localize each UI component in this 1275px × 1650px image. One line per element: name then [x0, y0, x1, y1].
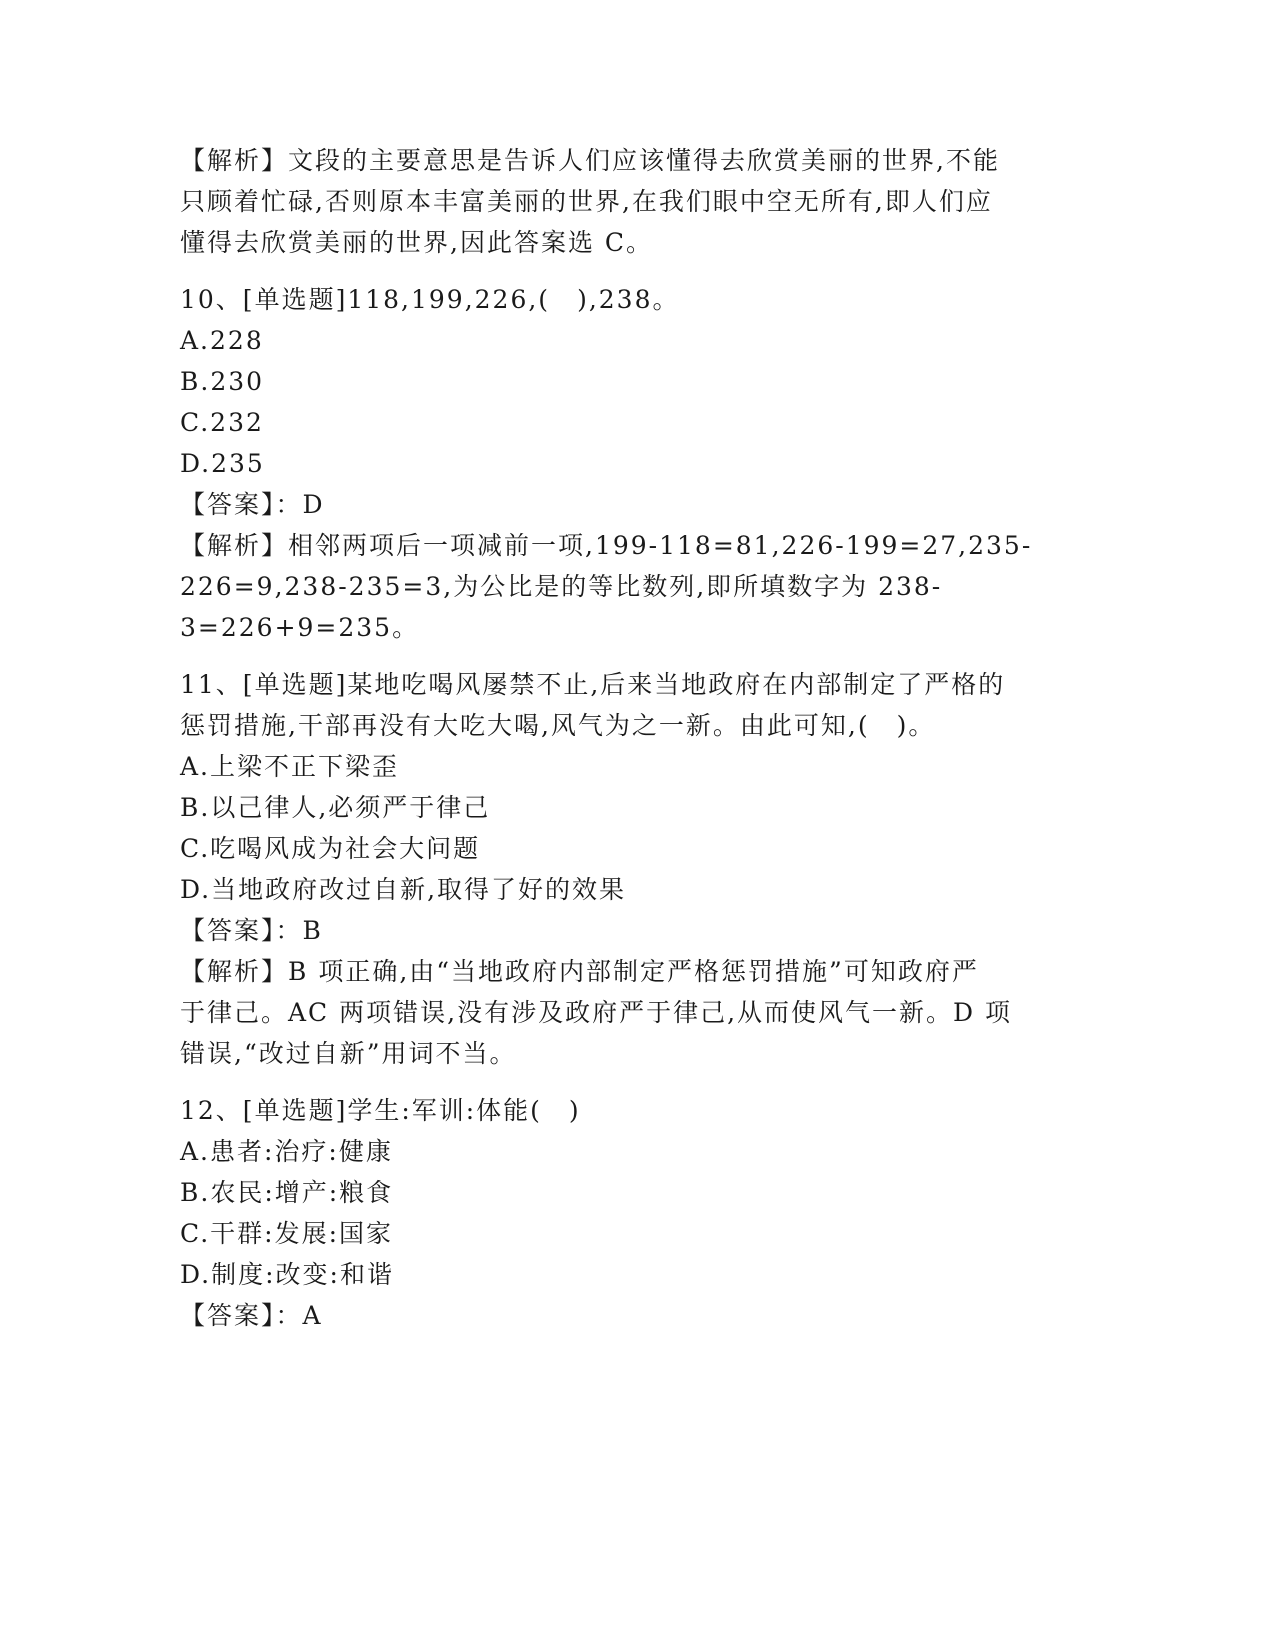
- analysis-line: 懂得去欣赏美丽的世界,因此答案选 C。: [180, 228, 654, 257]
- document-page: [180, 140, 1060, 1336]
- option-c: C.232: [180, 408, 264, 437]
- analysis-line: 【解析】文段的主要意思是告诉人们应该懂得去欣赏美丽的世界,不能: [180, 146, 1000, 175]
- option-a: A.患者:治疗:健康: [180, 1137, 393, 1166]
- analysis-line: 只顾着忙碌,否则原本丰富美丽的世界,在我们眼中空无所有,即人们应: [180, 187, 993, 216]
- question-stem: 惩罚措施,干部再没有大吃大喝,风气为之一新。由此可知,( )。: [180, 711, 936, 740]
- analysis-line: 3=226+9=235。: [180, 613, 420, 642]
- option-c: C.干群:发展:国家: [180, 1219, 394, 1248]
- option-d: D.当地政府改过自新,取得了好的效果: [180, 875, 627, 904]
- option-b: B.农民:增产:粮食: [180, 1178, 394, 1207]
- option-b: B.以己律人,必须严于律己: [180, 793, 491, 822]
- spacer: [180, 263, 1060, 279]
- option-a: A.228: [180, 326, 264, 355]
- analysis-line: 226=9,238-235=3,为公比是的等比数列,即所填数字为 238-: [180, 572, 943, 601]
- analysis-line: 【解析】相邻两项后一项减前一项,199-118=81,226-199=27,235-: [180, 531, 1033, 560]
- question-stem: 11、[单选题]某地吃喝风屡禁不止,后来当地政府在内部制定了严格的: [180, 670, 1006, 699]
- option-b: B.230: [180, 367, 265, 396]
- question-stem: 10、[单选题]118,199,226,( ),238。: [180, 285, 680, 314]
- option-d: D.制度:改变:和谐: [180, 1260, 394, 1289]
- analysis-block-q9: [180, 140, 1060, 263]
- analysis-line: 于律己。AC 两项错误,没有涉及政府严于律己,从而使风气一新。D 项: [180, 998, 1013, 1027]
- analysis-line: 错误,“改过自新”用词不当。: [180, 1039, 517, 1068]
- spacer: [180, 648, 1060, 664]
- question-12: [180, 1090, 1060, 1336]
- answer-line: 【答案】：B: [180, 916, 323, 945]
- question-10: [180, 279, 1060, 648]
- option-c: C.吃喝风成为社会大问题: [180, 834, 481, 863]
- answer-line: 【答案】：D: [180, 490, 325, 519]
- spacer: [180, 1074, 1060, 1090]
- question-stem: 12、[单选题]学生:军训:体能( ): [180, 1096, 581, 1125]
- question-11: [180, 664, 1060, 1074]
- option-d: D.235: [180, 449, 265, 478]
- answer-line: 【答案】：A: [180, 1301, 323, 1330]
- option-a: A.上梁不正下梁歪: [180, 752, 400, 781]
- analysis-line: 【解析】B 项正确,由“当地政府内部制定严格惩罚措施”可知政府严: [180, 957, 979, 986]
